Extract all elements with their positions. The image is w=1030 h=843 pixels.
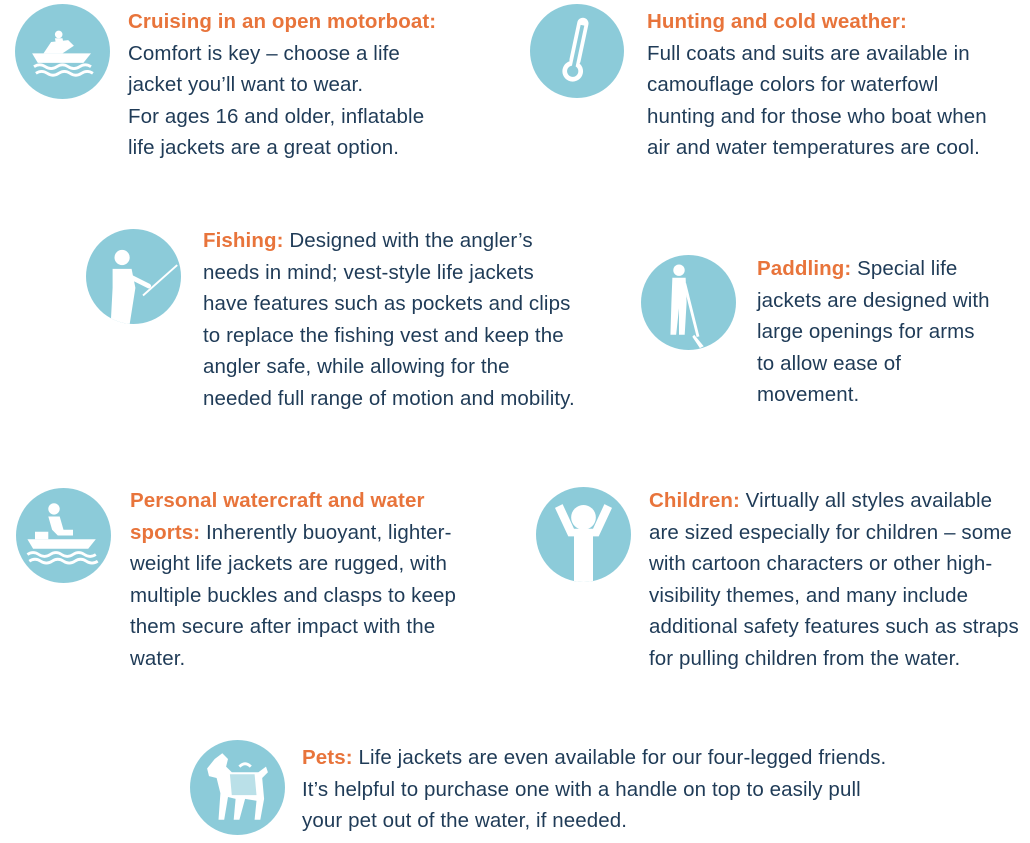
paddleboard-icon (641, 255, 736, 350)
fishing-text (203, 225, 578, 414)
paddling-text (757, 253, 997, 411)
paddling-body: Special life jackets are designed with large openings for arms to allow ease of movement. (757, 257, 990, 406)
motorboat-line-1: Comfort is key – choose a life (128, 41, 400, 65)
pets-text (302, 742, 892, 837)
motorboat-line-3: For ages 16 and older, inflatable (128, 104, 425, 128)
dog-icon (190, 740, 285, 835)
fishing-icon (86, 229, 181, 324)
thermometer-icon (530, 4, 624, 98)
children-body: Virtually all styles available are sized especially for children – some with cartoon characters or other high-visibility themes, and many include additional safety features such as straps for pulling children from the water. (649, 489, 1019, 670)
child-icon (536, 487, 631, 582)
motorboat-line-4: life jackets are a great option. (128, 136, 399, 159)
motorboat-heading: Cruising in an open motorboat: (128, 10, 437, 33)
pets-heading: Pets: (302, 746, 353, 769)
paddling-heading: Paddling: (757, 257, 852, 280)
motorboat-text (128, 6, 518, 164)
hunting-text (647, 6, 1007, 164)
children-heading: Children: (649, 489, 740, 512)
watercraft-body: Inherently buoyant, lighter-weight life jackets are rugged, with multiple buckles and clasps to keep them secure after impact with the water. (130, 520, 456, 670)
hunting-body: Full coats and suits are available in camouflage colors for waterfowl hunting and for those who boat when air and water temperatures are cool. (647, 41, 987, 159)
fishing-body: Designed with the angler’s needs in mind; vest-style life jackets have features such as pockets and clips to replace the fishing vest and keep the angler safe, while allowing for the needed full range of motion and mobility. (203, 229, 575, 410)
motorboat-line-2: jacket you’ll want to wear. (128, 73, 364, 96)
watercraft-text (130, 485, 475, 674)
motorboat-icon (15, 4, 110, 99)
pets-body: Life jackets are even available for our four-legged friends. It’s helpful to purchase one with a handle on top to easily pull your pet out of the water, if needed. (302, 746, 887, 832)
watercraft-heading: Personal watercraft and water sports: (130, 489, 425, 544)
jetski-icon (16, 488, 111, 583)
fishing-heading: Fishing: (203, 229, 284, 252)
children-text (649, 485, 1024, 674)
hunting-heading: Hunting and cold weather: (647, 10, 907, 33)
